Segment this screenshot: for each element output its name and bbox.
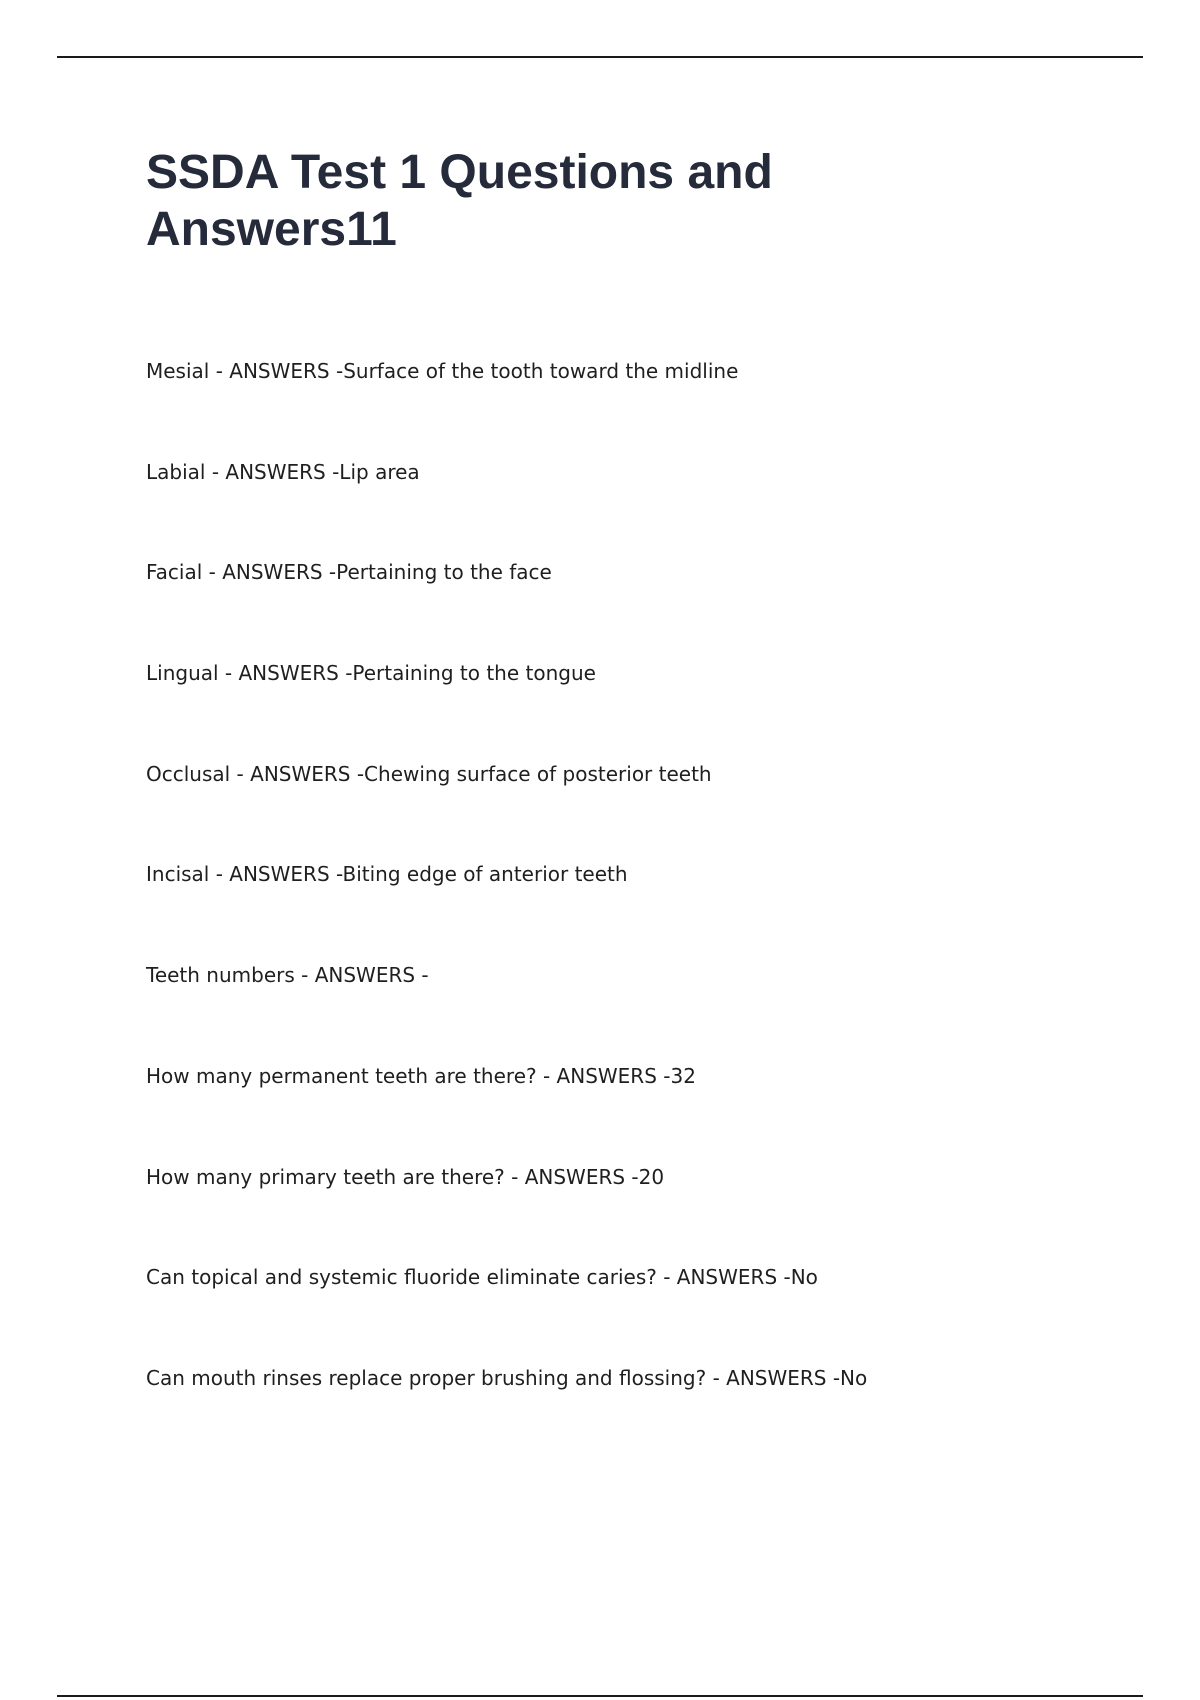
qa-list: [146, 355, 1146, 1463]
qa-item: Facial - ANSWERS -Pertaining to the face: [146, 560, 552, 585]
footer-rule: [57, 1695, 1143, 1697]
qa-item: Can mouth rinses replace proper brushing and flossing? - ANSWERS -No: [146, 1365, 868, 1390]
qa-item: Labial - ANSWERS -Lip area: [146, 459, 420, 484]
document-title: SSDA Test 1 Questions and Answers11: [146, 146, 773, 256]
qa-item: Occlusal - ANSWERS -Chewing surface of posterior teeth: [146, 761, 712, 786]
qa-item: Can topical and systemic fluoride eliminate caries? - ANSWERS -No: [146, 1265, 818, 1290]
qa-item: Mesial - ANSWERS -Surface of the tooth toward the midline: [146, 359, 739, 383]
qa-item: Incisal - ANSWERS -Biting edge of anterior teeth: [146, 862, 628, 887]
qa-item: Teeth numbers - ANSWERS -: [146, 963, 429, 988]
qa-item: Lingual - ANSWERS -Pertaining to the tongue: [146, 661, 596, 686]
header-rule: [57, 56, 1143, 58]
qa-item: How many permanent teeth are there? - ANSWERS -32: [146, 1063, 696, 1088]
qa-item: How many primary teeth are there? - ANSWERS -20: [146, 1164, 665, 1189]
